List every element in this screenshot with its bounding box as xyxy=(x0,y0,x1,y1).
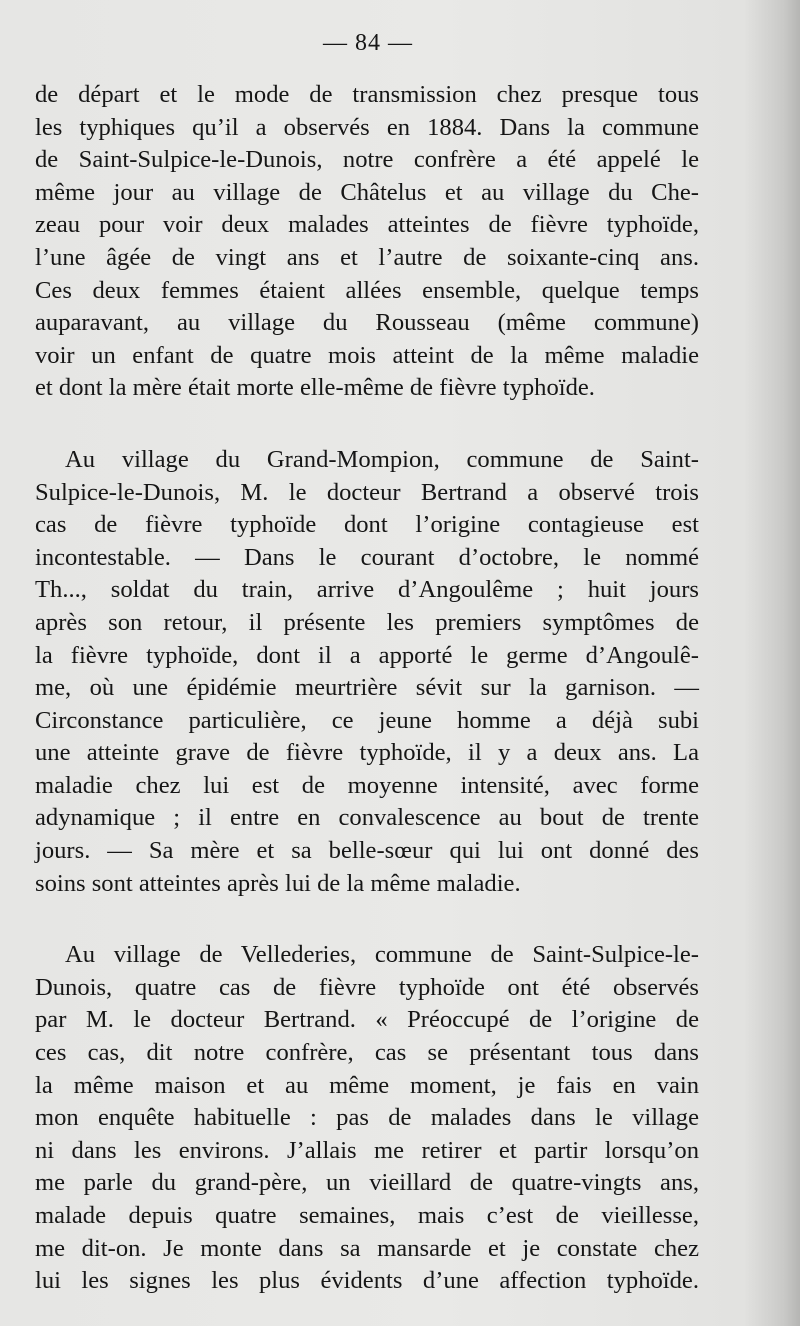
text-line: me dit-on. Je monte dans sa mansarde et je constate chez xyxy=(35,1234,699,1262)
text-line: la fièvre typhoïde, dont il a apporté le germe d’Angoulê- xyxy=(35,641,699,669)
text-line: même jour au village de Châtelus et au village du Che- xyxy=(35,178,699,206)
paragraph-gap xyxy=(35,405,699,444)
text-line: malade depuis quatre semaines, mais c’est de vieillesse, xyxy=(35,1202,699,1229)
text-line: Au village de Vellederies, commune de Saint-Sulpice-le- xyxy=(65,941,699,969)
text-line: mon enquête habituelle : pas de malades dans le village xyxy=(35,1104,699,1132)
text-line: après son retour, il présente les premiers symptômes de xyxy=(35,608,699,636)
text-line: la même maison et au même moment, je fais en vain xyxy=(35,1071,699,1099)
text-line: adynamique ; il entre en convalescence au bout de trente xyxy=(35,804,699,832)
text-line: l’une âgée de vingt ans et l’autre de soixante-cinq ans. xyxy=(35,243,699,271)
paragraph-gap xyxy=(35,900,699,939)
paragraph-3 xyxy=(35,939,699,1298)
text-line: ni dans les environs. J’allais me retirer et partir lorsqu’on xyxy=(35,1136,699,1164)
text-line: Dunois, quatre cas de fièvre typhoïde ont été observés xyxy=(35,973,699,1001)
text-line: soins sont atteintes après lui de la même maladie. xyxy=(35,869,521,897)
text-line: et dont la mère était morte elle-même de fièvre typhoïde. xyxy=(35,374,595,402)
text-line: incontestable. — Dans le courant d’octobre, le nommé xyxy=(35,543,699,571)
text-line: jours. — Sa mère et sa belle-sœur qui lui ont donné des xyxy=(35,837,699,865)
body-text xyxy=(35,79,699,1298)
text-line: une atteinte grave de fièvre typhoïde, il y a deux ans. La xyxy=(35,739,699,767)
text-line: par M. le docteur Bertrand. « Préoccupé de l’origine de xyxy=(35,1006,699,1034)
text-line: zeau pour voir deux malades atteintes de fièvre typhoïde, xyxy=(35,211,699,239)
text-line: les typhiques qu’il a observés en 1884. Dans la commune xyxy=(35,113,699,141)
text-line: Th..., soldat du train, arrive d’Angoulême ; huit jours xyxy=(35,576,699,604)
text-line: me parle du grand-père, un vieillard de quatre-vingts ans, xyxy=(35,1169,699,1197)
text-line: cas de fièvre typhoïde dont l’origine contagieuse est xyxy=(35,511,699,539)
paragraph-2 xyxy=(35,444,699,900)
text-line: de départ et le mode de transmission chez presque tous xyxy=(35,81,699,108)
text-line: auparavant, au village du Rousseau (même commune) xyxy=(35,309,699,337)
text-line: Sulpice-le-Dunois, M. le docteur Bertrand a observé trois xyxy=(35,478,699,506)
text-line: maladie chez lui est de moyenne intensité, avec forme xyxy=(35,771,699,799)
text-line: ces cas, dit notre confrère, cas se présentant tous dans xyxy=(35,1039,699,1067)
text-line: me, où une épidémie meurtrière sévit sur la garnison. — xyxy=(35,674,699,702)
text-line: de Saint-Sulpice-le-Dunois, notre confrère a été appelé le xyxy=(35,146,699,174)
text-line: lui les signes les plus évidents d’une affection typhoïde. xyxy=(35,1267,699,1295)
text-line: Circonstance particulière, ce jeune homme a déjà subi xyxy=(35,706,699,734)
paragraph-1 xyxy=(35,79,699,405)
text-line: Ces deux femmes étaient allées ensemble, quelque temps xyxy=(35,276,699,304)
text-line: Au village du Grand-Mompion, commune de Saint- xyxy=(65,445,699,473)
text-line: voir un enfant de quatre mois atteint de la même maladie xyxy=(35,341,699,369)
page-number: — 84 — xyxy=(323,30,413,56)
